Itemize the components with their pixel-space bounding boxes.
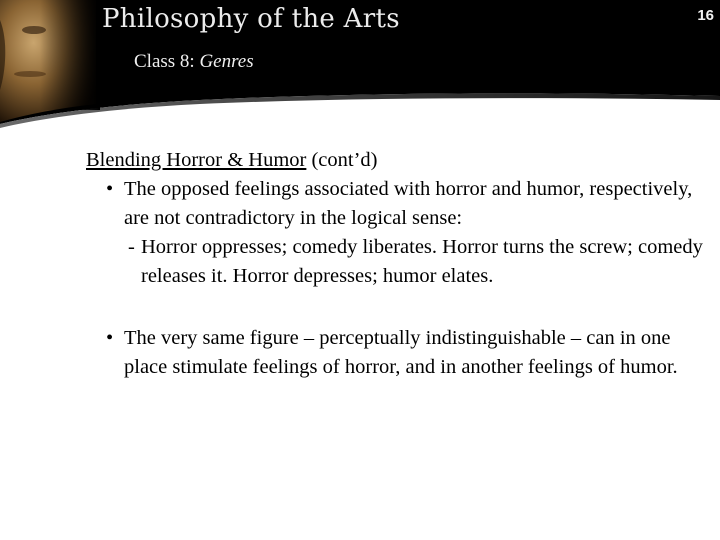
sub-bullet-text: Horror oppresses; comedy liberates. Horror turns the screw; comedy releases it. Horror depresses; humor elates. [141,236,703,287]
slide-content [86,146,716,382]
section-title-suffix: (cont’d) [311,149,378,171]
bullet-item [106,175,716,291]
bullet-text: The opposed feelings associated with horror and humor, respectively, are not contradictory in the logical sense: [124,178,693,229]
bullet-text: The very same figure – perceptually indistinguishable – can in one place stimulate feelings of horror, and in another feelings of humor. [124,327,678,378]
bullet-marker: • [106,327,114,349]
bullet-marker: • [106,178,114,200]
section-title [86,146,716,175]
header-banner [0,0,720,128]
sub-bullet-item [128,233,716,291]
section-title-main: Blending Horror & Humor [86,149,307,171]
bullet-item [106,324,716,382]
page-number: 16 [697,7,714,24]
class-topic: Genres [199,51,254,72]
class-subtitle [134,51,254,73]
sub-bullet-marker: - [128,236,135,258]
class-label: Class 8: [134,51,195,72]
course-title: Philosophy of the Arts [102,4,400,34]
